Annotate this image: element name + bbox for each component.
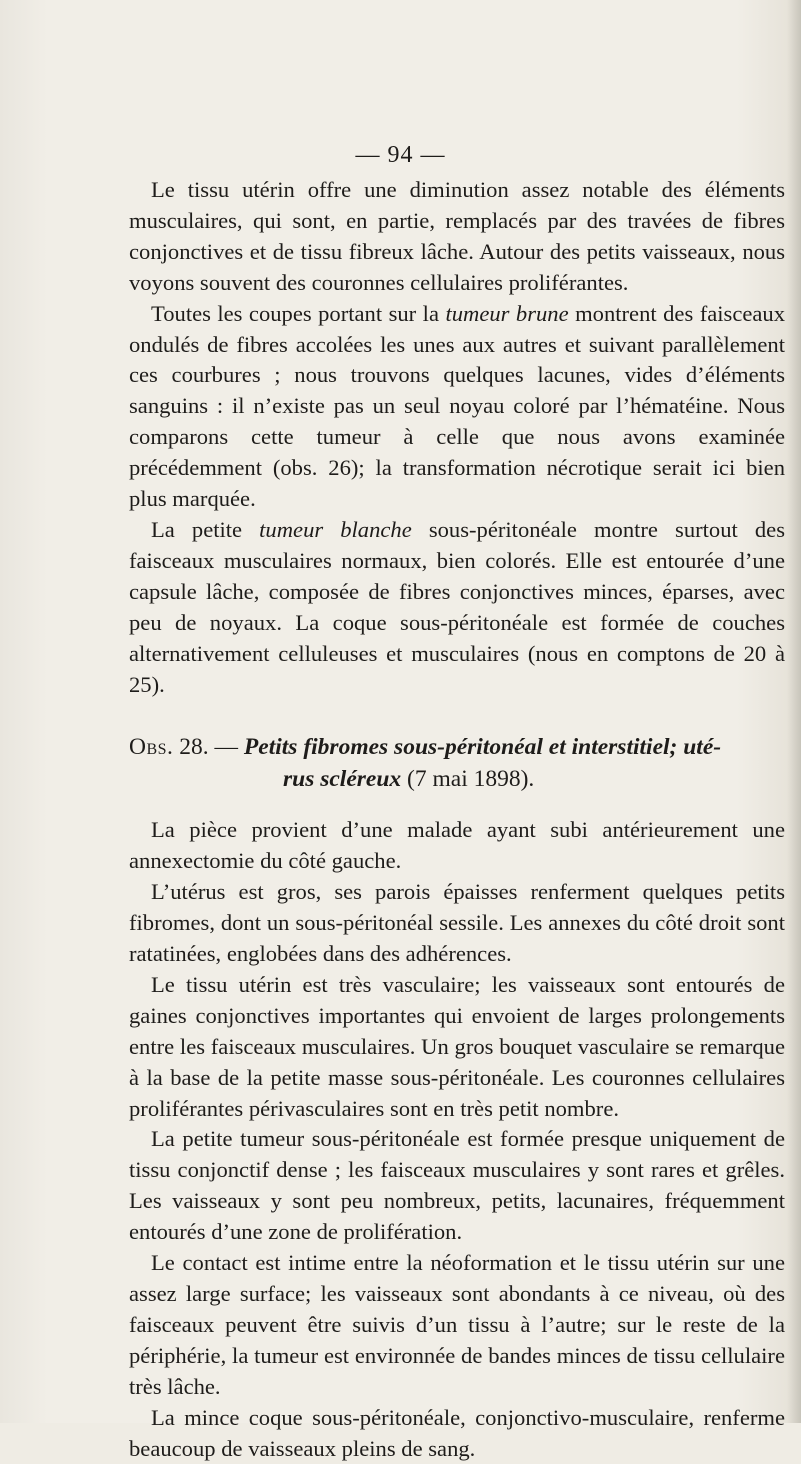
page-number: — 94 — xyxy=(355,142,446,168)
text-run: sous-péritonéale montre surtout des faisceaux musculaires normaux, bien colorés. Elle est entourée d’une capsule lâche, composée de fibres conjonctives minces, éparses, avec peu de noyaux. La coque sous-péritonéale est formée de couches alternativement celluleuses et musculaires (nous en comptons de 20 à 25). xyxy=(129,516,785,697)
section-intro xyxy=(129,175,785,700)
observation-title-line2-wrap xyxy=(129,763,785,795)
page-edge-shadow xyxy=(787,0,801,1423)
observation-label: Obs. xyxy=(129,734,174,761)
observation-title-line1: Petits fibromes sous-péritonéal et interstitiel; uté- xyxy=(243,734,722,761)
paragraph: La pièce provient d’une malade ayant subi antérieurement une annexectomie du côté gauche. xyxy=(129,817,785,874)
paragraph: Le contact est intime entre la néoformation et le tissu utérin sur une assez large surface; les vaisseaux sont abondants à ce niveau, où des faisceaux peuvent être suivis d’un tissu à l’autre; sur le reste de la périphérie, la tumeur est environnée de bandes minces de tissu cellulaire très lâche. xyxy=(129,1250,785,1399)
section-observation-body xyxy=(129,815,785,1464)
text-run: Toutes les coupes portant sur la xyxy=(151,300,446,326)
observation-title-line2: rus scléreux xyxy=(283,766,402,793)
emphasis-tumeur-blanche: tumeur blanche xyxy=(259,516,412,542)
page-body xyxy=(129,136,785,1464)
paragraph: Le tissu utérin est très vasculaire; les vaisseaux sont entourés de gaines conjonctives importantes qui envoient de larges prolongements entre les faisceaux musculaires. Un gros bouquet vasculaire se remarque à la base de la petite masse sous-péritonéale. Les couronnes cellulaires proliférantes périvasculaires sont en très petit nombre. xyxy=(129,971,785,1121)
emphasis-tumeur-brune: tumeur brune xyxy=(445,300,569,326)
paragraph: La petite tumeur sous-péritonéale est formée presque uniquement de tissu conjonctif dense ; les faisceaux musculaires y sont rares et grêles. Les vaisseaux y sont peu nombreux, petits, lacunaires, fréquemment entourés d’une zone de prolifération. xyxy=(129,1126,785,1245)
paragraph: Le tissu utérin offre une diminution assez notable des éléments musculaires, qui sont, en partie, remplacés par des travées de fibres conjonctives et de tissu fibreux lâche. Autour des petits vaisseaux, nous voyons souvent des couronnes cellulaires proliférantes. xyxy=(129,177,785,295)
paragraph xyxy=(129,299,785,515)
observation-date: (7 mai 1898). xyxy=(407,766,535,793)
observation-heading xyxy=(129,731,785,795)
paragraph: La mince coque sous-péritonéale, conjonctivo-musculaire, renferme beaucoup de vaisseaux pleins de sang. xyxy=(129,1404,785,1461)
text-run: montrent des faisceaux ondulés de fibres accolées les unes aux autres et suivant parallèlement ces courbures ; nous trouvons quelques lacunes, vides d’éléments sanguins : il n’existe pas un seul noyau coloré par l’hématéine. Nous comparons cette tumeur à celle que nous avons examinée précédemment (obs. 26); la transformation nécrotique serait ici bien plus marquée. xyxy=(129,300,785,512)
paragraph: L’utérus est gros, ses parois épaisses renferment quelques petits fibromes, dont un sous-péritonéal sessile. Les annexes du côté droit sont ratatinées, englobées dans des adhérences. xyxy=(129,879,785,967)
paragraph xyxy=(129,515,785,700)
text-run: La petite xyxy=(151,516,260,542)
observation-number: 28. — xyxy=(179,734,239,761)
